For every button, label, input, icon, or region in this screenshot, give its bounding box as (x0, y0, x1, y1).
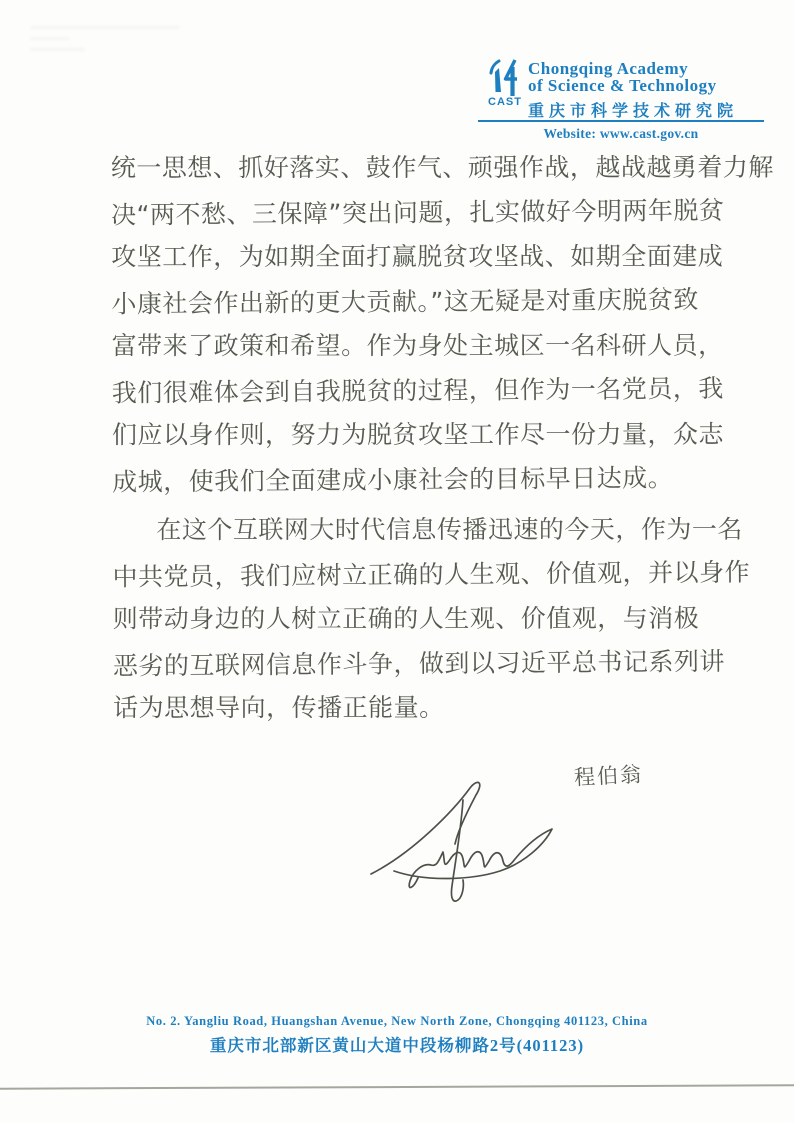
bleed-through-artifact (30, 18, 200, 88)
handwritten-line: 恶劣的互联网信息作斗争，做到以习近平总书记系列讲 (112, 646, 726, 681)
org-name-en-line2: of Science & Technology (528, 76, 717, 95)
org-name-en-line1: Chongqing Academy (528, 59, 689, 78)
letterhead-divider (478, 120, 764, 122)
handwritten-line: 话为思想导向，传播正能量。 (113, 692, 445, 723)
org-name-zh: 重庆市科学技术研究院 (528, 103, 739, 120)
handwritten-line: 我们很难体会到自我脱贫的过程，但作为一名党员，我 (111, 373, 724, 408)
footer-address-en: No. 2. Yangliu Road, Huangshan Avenue, New North Zone, Chongqing 401123, China (146, 1014, 648, 1028)
cast-logo-wordmark: CAST (488, 96, 522, 108)
handwritten-line: 则带动身边的人树立正确的人生观、价值观，与消极 (112, 603, 700, 634)
handwritten-line: 成城，使我们全面建成小康社会的目标早日达成。 (112, 462, 674, 497)
footer-address-zh: 重庆市北部新区黄山大道中段杨柳路2号(401123) (209, 1036, 585, 1055)
handwritten-line: 在这个互联网大时代信息传播迅速的今天，作为一名 (156, 514, 743, 545)
handwritten-letter-body (111, 145, 772, 732)
handwritten-line: 统一思想、抓好落实、鼓作气、顽强作战，越战越勇着力解 (110, 152, 774, 183)
scan-paper-edge (0, 1084, 794, 1089)
signature-scrawl-icon (366, 772, 568, 908)
website-url: Website: www.cast.gov.cn (543, 126, 699, 141)
handwritten-line: 小康社会作出新的更大贡献。”这无疑是对重庆脱贫致 (111, 284, 699, 319)
handwritten-line: 富带来了政策和希望。作为身处主城区一名科研人员， (111, 330, 724, 361)
handwritten-line: 中共党员，我们应树立正确的人生观、价值观，并以身作 (112, 557, 751, 592)
handwritten-line: 们应以身作则，努力为脱贫攻坚工作尽一份力量，众志 (111, 419, 725, 450)
cast-logo-icon (486, 58, 524, 100)
handwritten-line: 攻坚工作，为如期全面打赢脱贫攻坚战、如期全面建成 (111, 241, 724, 272)
letterhead-org-block (528, 60, 763, 121)
handwritten-line: 决“两不愁、三保障”突出问题，扎实做好今明两年脱贫 (110, 195, 725, 230)
signer-name-handwritten: 程伯翁 (573, 762, 644, 790)
